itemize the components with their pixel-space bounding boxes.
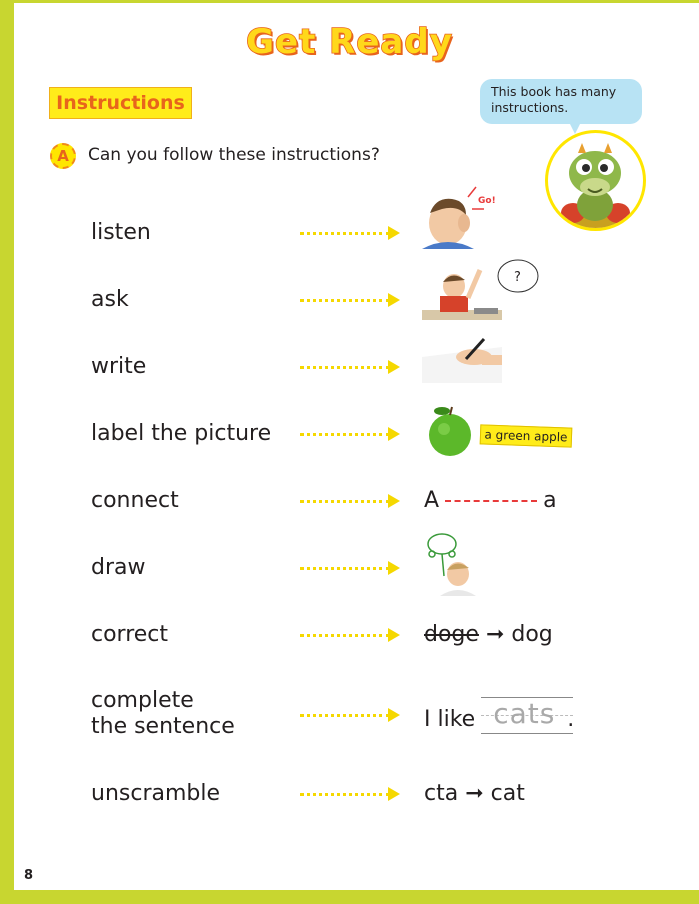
green-apple-icon xyxy=(422,405,482,457)
instruction-word-the-sentence: the sentence xyxy=(91,714,235,739)
instruction-word-label-the-picture: label the picture xyxy=(91,421,272,446)
sentence-prefix: I like xyxy=(424,707,476,732)
instruction-word-connect: connect xyxy=(91,488,179,513)
instruction-word-draw: draw xyxy=(91,555,146,580)
activity-badge: A xyxy=(50,143,76,169)
instruction-word-ask: ask xyxy=(91,287,129,312)
page-frame-bottom xyxy=(0,890,699,904)
sentence-blank xyxy=(481,697,567,733)
instruction-word-listen: listen xyxy=(91,220,151,245)
dotted-arrow xyxy=(300,427,402,441)
correct-example xyxy=(424,622,553,648)
dotted-arrow xyxy=(300,628,402,642)
arrow-symbol: ➞ xyxy=(465,781,484,806)
instruction-word-write: write xyxy=(91,354,147,379)
dotted-arrow xyxy=(300,561,402,575)
complete-sentence-example xyxy=(424,697,575,733)
question-mark-text: ? xyxy=(514,270,521,285)
sentence-suffix: . xyxy=(567,707,575,732)
page-number: 8 xyxy=(24,868,34,883)
dotted-arrow xyxy=(300,708,402,722)
writing-hand-icon xyxy=(422,337,502,383)
boy-drawing-icon xyxy=(422,528,478,596)
activity-question: Can you follow these instructions? xyxy=(88,145,380,165)
boy-raising-hand-icon xyxy=(422,258,540,324)
dotted-arrow xyxy=(300,293,402,307)
unscramble-example xyxy=(424,781,525,807)
dotted-arrow xyxy=(300,226,402,240)
dragon-mascot-icon xyxy=(545,130,646,231)
dotted-arrow xyxy=(300,787,402,801)
listening-boy-icon xyxy=(422,183,502,249)
connect-example xyxy=(424,488,557,514)
dotted-arrow xyxy=(300,494,402,508)
corrected-word: dog xyxy=(511,622,553,647)
connect-right-letter: a xyxy=(543,488,557,513)
instruction-word-unscramble: unscramble xyxy=(91,781,221,806)
unscrambled-word: cat xyxy=(490,781,525,806)
misspelled-word: doge xyxy=(424,622,479,647)
dotted-arrow xyxy=(300,360,402,374)
sentence-fill-word: cats xyxy=(493,697,556,730)
page-frame-top xyxy=(0,0,699,3)
speech-bubble-text: This book has many instructions. xyxy=(491,84,617,115)
connect-dashed-line xyxy=(445,500,537,502)
page-title: Get Ready xyxy=(246,22,453,62)
section-label: Instructions xyxy=(49,87,192,119)
instruction-word-correct: correct xyxy=(91,622,169,647)
connect-left-letter: A xyxy=(424,488,440,513)
arrow-symbol: ➞ xyxy=(485,622,505,647)
scrambled-word: cta xyxy=(424,781,459,806)
page-frame-left xyxy=(0,0,14,904)
go-text: Go! xyxy=(478,196,496,206)
instruction-word-complete: complete xyxy=(91,688,194,713)
apple-label: a green apple xyxy=(480,424,573,447)
